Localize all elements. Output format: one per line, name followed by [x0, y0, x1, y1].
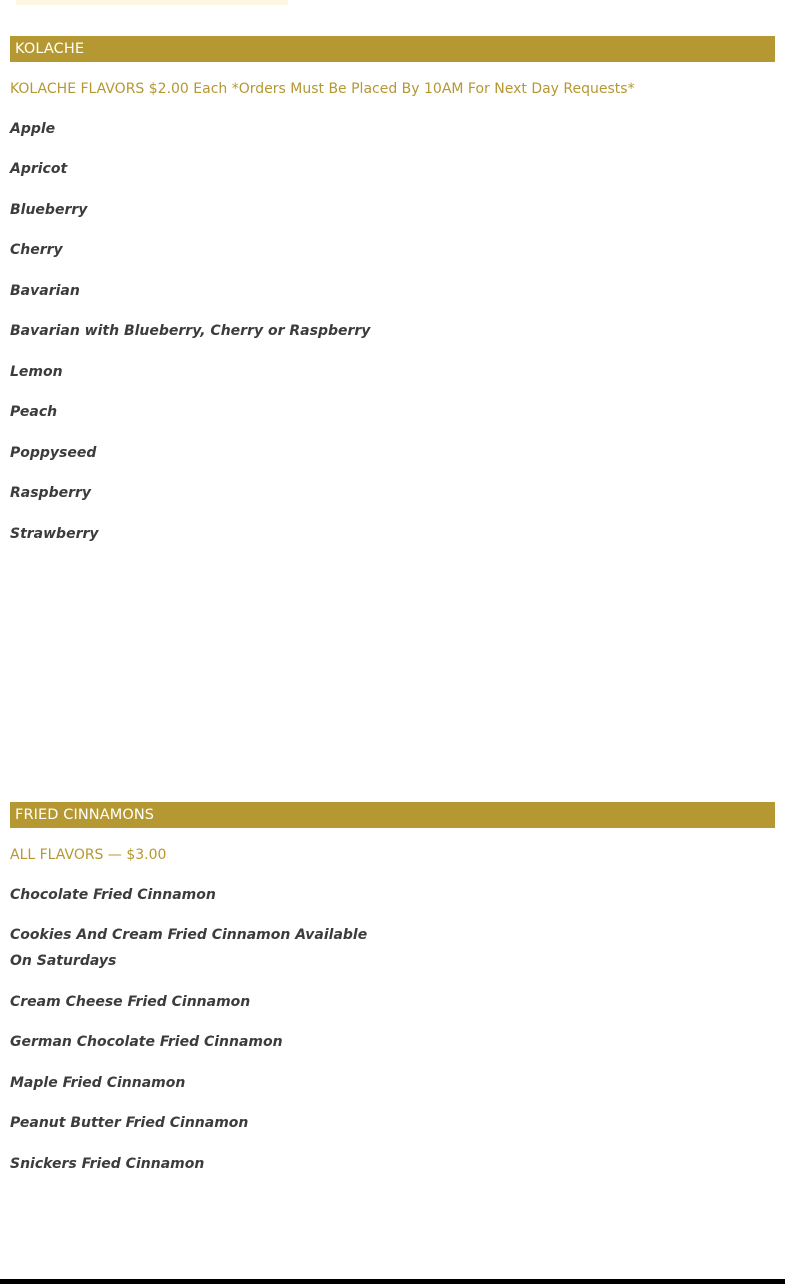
kolache-price-note: KOLACHE FLAVORS $2.00 Each *Orders Must Be Placed By 10AM For Next Day Requests*	[10, 81, 635, 97]
list-item: Bavarian with Blueberry, Cherry or Raspberry	[10, 323, 371, 339]
list-item: Apricot	[10, 161, 68, 177]
list-item: Maple Fried Cinnamon	[10, 1074, 186, 1091]
list-item: Poppyseed	[10, 444, 97, 461]
fried-cinnamons-section	[10, 802, 775, 1177]
list-item: Cookies And Cream Fried Cinnamon Available On Saturdays	[10, 927, 368, 969]
kolache-header: KOLACHE	[10, 36, 775, 62]
list-item: Chocolate Fried Cinnamon	[10, 886, 216, 903]
list-item: German Chocolate Fried Cinnamon	[10, 1034, 283, 1050]
list-item: Cream Cheese Fried Cinnamon	[10, 993, 251, 1010]
bottom-border	[0, 1279, 785, 1284]
list-item: Peach	[10, 404, 58, 420]
fried-cinnamons-header: FRIED CINNAMONS	[10, 802, 775, 828]
list-item: Lemon	[10, 363, 63, 380]
top-divider	[16, 0, 288, 5]
fried-cinnamons-price-note: ALL FLAVORS — $3.00	[10, 847, 167, 863]
list-item: Apple	[10, 120, 56, 137]
list-item: Cherry	[10, 242, 63, 258]
kolache-section	[10, 36, 775, 547]
list-item: Strawberry	[10, 525, 99, 542]
list-item: Peanut Butter Fried Cinnamon	[10, 1115, 249, 1131]
list-item: Blueberry	[10, 201, 88, 218]
fried-cinnamons-flavor-list	[10, 882, 775, 1177]
list-item: Raspberry	[10, 485, 92, 501]
kolache-flavor-list	[10, 116, 775, 547]
list-item: Snickers Fried Cinnamon	[10, 1155, 205, 1172]
list-item: Bavarian	[10, 282, 80, 299]
